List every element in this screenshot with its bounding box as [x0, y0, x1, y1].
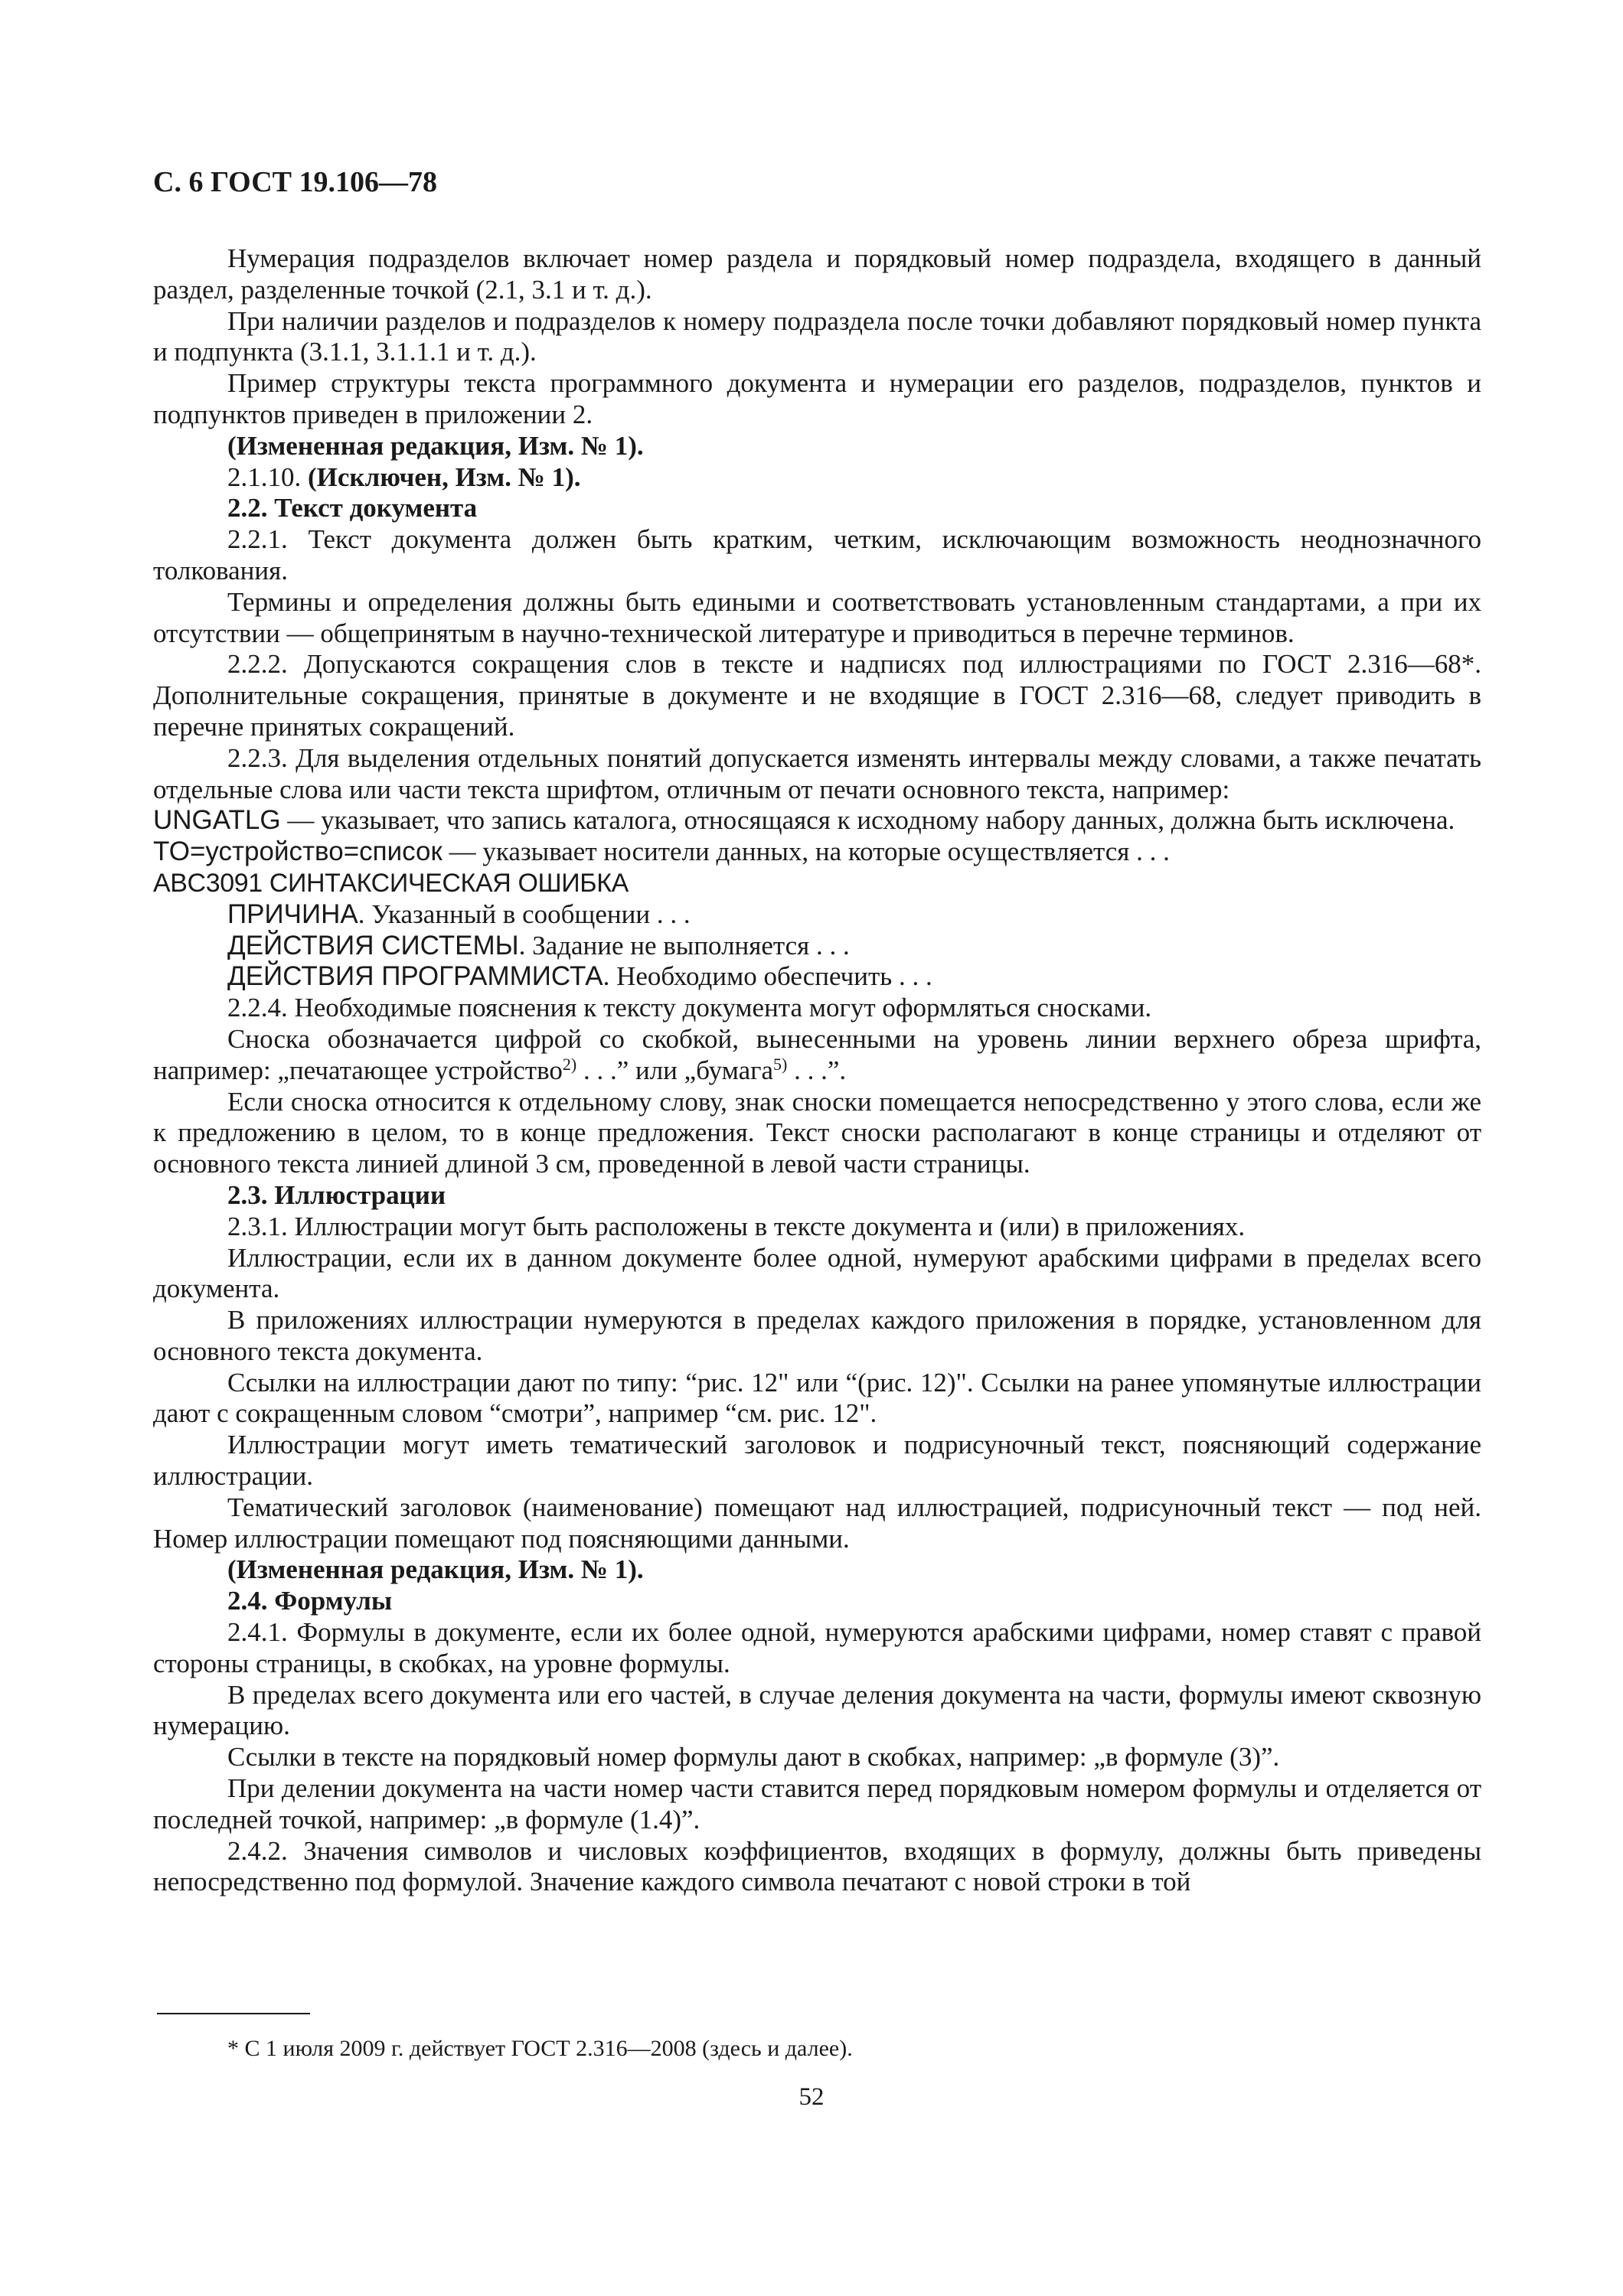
text-run: . . .” или „бумага — [576, 1055, 774, 1085]
paragraph: Если сноска относится к отдельному слову, знак сноски помещается непосредственно у этого слова, если же к предложению в целом, то в конце предложения. Текст сноски располагают в конце страницы и отделяют от основного текста линией длиной 3 см, проведенной в левой части страницы. — [153, 1086, 1481, 1179]
section-heading-illustrations: 2.3. Иллюстрации — [227, 1179, 446, 1210]
example-code: ПРИЧИНА — [227, 899, 358, 929]
paragraph: Ссылки на иллюстрации дают по типу: “рис. 12" или “(рис. 12)". Ссылки на ранее упомянутые иллюстрации дают с сокращенным словом “смотри”, например “см. рис. 12". — [153, 1367, 1481, 1429]
paragraph: Тематический заголовок (наименование) помещают над иллюстрацией, подрисуночный текст — под ней. Номер иллюстрации помещают под поясняющими данными. — [153, 1492, 1481, 1554]
clause-number: 2.1.10. — [227, 461, 308, 492]
example-code: ДЕЙСТВИЯ СИСТЕМЫ — [227, 930, 519, 960]
example-error-line: ABC3091 СИНТАКСИЧЕСКАЯ ОШИБКА — [153, 868, 629, 898]
paragraph: 2.2.2. Допускаются сокращения слов в тексте и надписях под иллюстрациями по ГОСТ 2.316—68*. Дополнительные сокращения, принятые в документе и не входящие в ГОСТ 2.316—68, следует приводить в перечне принятых сокращений. — [153, 649, 1481, 742]
example-text: . Задание не выполняется . . . — [518, 930, 850, 960]
amendment-note: (Измененная редакция, Изм. № 1). — [227, 1554, 644, 1585]
excluded-note: (Исключен, Изм. № 1). — [308, 461, 581, 492]
example-line — [153, 837, 1481, 868]
paragraph: В пределах всего документа или его частей, в случае деления документа на части, формулы имеют сквозную нумерацию. — [153, 1679, 1481, 1741]
section-heading-formulas: 2.4. Формулы — [227, 1586, 393, 1616]
footnote-mark: 2) — [562, 1054, 577, 1074]
clause-excluded — [153, 462, 1481, 494]
footnote-divider — [157, 2013, 310, 2014]
paragraph: Термины и определения должны быть едиными и соответствовать установленным стандартами, а при их отсутствии — общепринятым в научно-технической литературе и приводиться в перечне терминов. — [153, 586, 1481, 648]
paragraph: 2.3.1. Иллюстрации могут быть расположены в тексте документа и (или) в приложениях. — [227, 1211, 1246, 1241]
example-code: TO=устройство=список — [153, 837, 442, 867]
example-text: — указывает носители данных, на которые осуществляется . . . — [442, 837, 1170, 867]
paragraph: При наличии разделов и подразделов к номеру подраздела после точки добавляют порядковый номер пункта и подпункта (3.1.1, 3.1.1.1 и т. д.). — [153, 305, 1481, 367]
page-number: 52 — [798, 2083, 825, 2111]
paragraph: В приложениях иллюстрации нумеруются в пределах каждого приложения в порядке, установленном для основного текста документа. — [153, 1305, 1481, 1366]
example-text: . Необходимо обеспечить . . . — [603, 961, 932, 992]
page-header: С. 6 ГОСТ 19.106—78 — [153, 166, 437, 198]
document-body — [153, 243, 1481, 1898]
paragraph: 2.2.4. Необходимые пояснения к тексту документа могут оформляться сносками. — [227, 993, 1152, 1023]
example-line — [153, 931, 1481, 962]
paragraph: 2.2.1. Текст документа должен быть кратким, четким, исключающим возможность неоднозначного толкования. — [153, 524, 1481, 585]
paragraph: 2.4.2. Значения символов и числовых коэффициентов, входящих в формулу, должны быть приведены непосредственно под формулой. Значение каждого символа печатают с новой строки в той — [153, 1835, 1481, 1897]
example-line — [153, 899, 1481, 931]
paragraph: Нумерация подразделов включает номер раздела и порядковый номер подраздела, входящего в данный раздел, разделенные точкой (2.1, 3.1 и т. д.). — [153, 243, 1481, 305]
paragraph: 2.2.3. Для выделения отдельных понятий допускается изменять интервалы между словами, а также печатать отдельные слова или части текста шрифтом, отличным от печати основного текста, например: — [153, 742, 1481, 804]
paragraph: Иллюстрации, если их в данном документе более одной, нумеруют арабскими цифрами в пределах всего документа. — [153, 1242, 1481, 1304]
paragraph: При делении документа на части номер части ставится перед порядковым номером формулы и отделяется от последней точкой, например: „в формуле (1.4)”. — [153, 1773, 1481, 1835]
paragraph: Иллюстрации могут иметь тематический заголовок и подрисуночный текст, поясняющий содержание иллюстрации. — [153, 1430, 1481, 1492]
amendment-note: (Измененная редакция, Изм. № 1). — [227, 430, 644, 461]
example-line — [153, 961, 1481, 993]
section-heading-text: 2.2. Текст документа — [227, 493, 478, 523]
example-text: — указывает, что запись каталога, относящаяся к исходному набору данных, должна быть исключена. — [280, 805, 1455, 836]
footnote: * С 1 июля 2009 г. действует ГОСТ 2.316—2008 (здесь и далее). — [227, 2036, 853, 2061]
text-run: Сноска обозначается цифрой со скобкой, вынесенными на уровень линии верхнего обреза шрифта, например: „печатающее устройство — [153, 1023, 1481, 1085]
paragraph: Пример структуры текста программного документа и нумерации его разделов, подразделов, пунктов и подпунктов приведен в приложении 2. — [153, 368, 1481, 429]
paragraph-footnote-example — [153, 1024, 1481, 1087]
text-run: . . .”. — [787, 1055, 847, 1085]
example-line — [153, 805, 1481, 837]
footnote-mark: 5) — [773, 1054, 788, 1074]
paragraph: Ссылки в тексте на порядковый номер формулы дают в скобках, например: „в формуле (3)”. — [227, 1742, 1280, 1773]
example-code: ДЕЙСТВИЯ ПРОГРАММИСТА — [227, 961, 603, 992]
example-code: UNGATLG — [153, 805, 281, 836]
example-text: . Указанный в сообщении . . . — [358, 899, 691, 929]
paragraph: 2.4.1. Формулы в документе, если их более одной, нумеруются арабскими цифрами, номер ставят с правой стороны страницы, в скобках, на уровне формулы. — [153, 1617, 1481, 1678]
